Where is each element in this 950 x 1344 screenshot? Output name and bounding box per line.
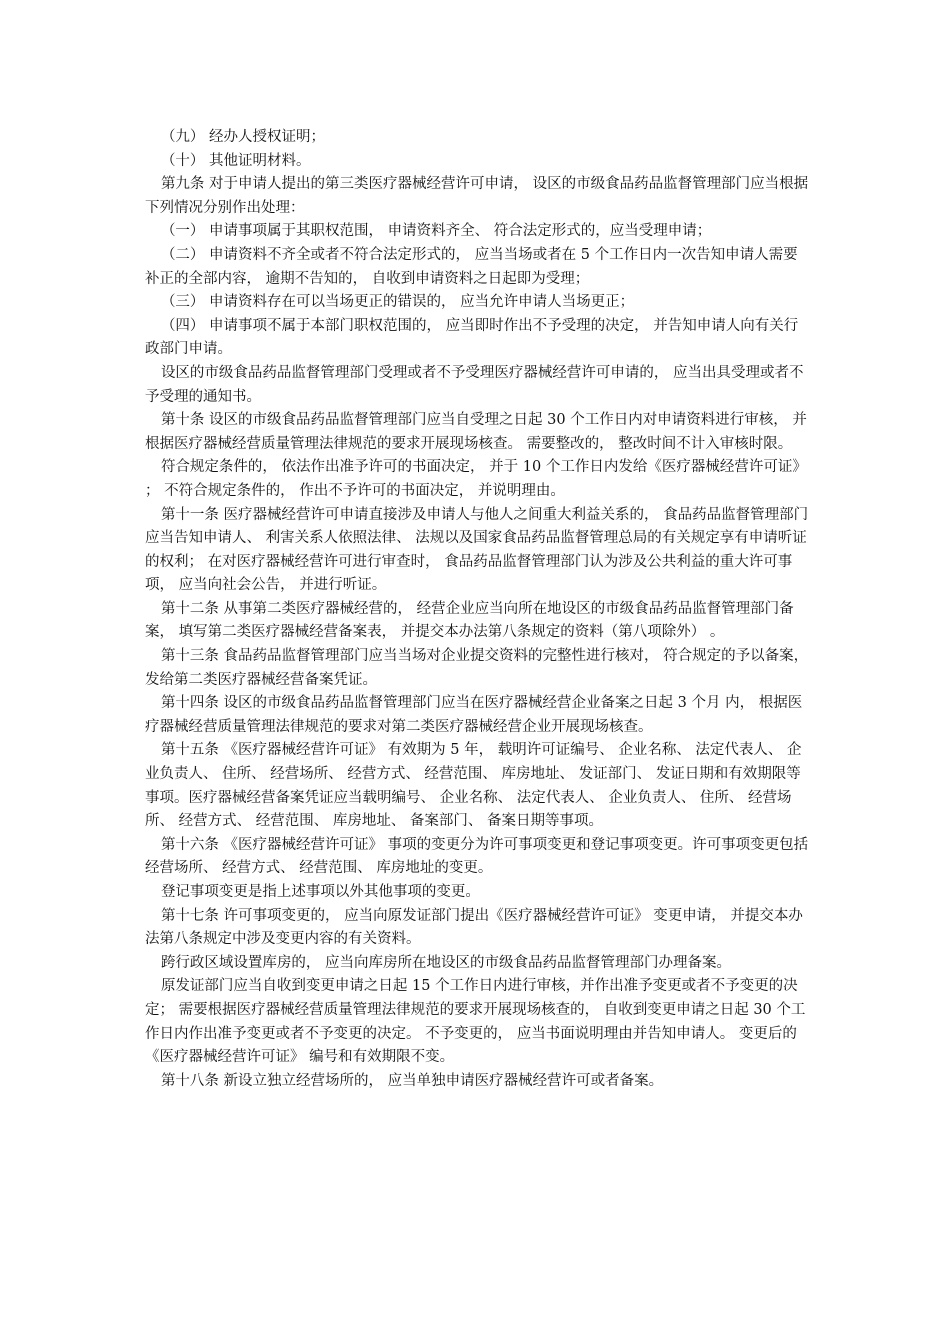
paragraph-article-15: 第十五条 《医疗器械经营许可证》 有效期为 5 年， 载明许可证编号、 企业名称、 法定代表人、 企业负责人、 住所、 经营场所、 经营方式、 经营范围、 库房地址、 发证部门、 发证日期和有效期限等事项。医疗器械经营备案凭证应当载明编号、 企业名称、 法定代表人、 企业负责人、 住所、 经营场所、 经营方式、 经营范围、 库房地址、 备案部门、 备案日期等事项。: [145, 742, 802, 830]
paragraph-article-9: 第九条 对于申请人提出的第三类医疗器械经营许可申请， 设区的市级食品药品监督管理部门应当根据下列情况分别作出处理：: [145, 176, 809, 216]
paragraph-article-9-item-1: （一） 申请事项属于其职权范围， 申请资料齐全、 符合法定形式的，应当受理申请；: [160, 223, 712, 240]
paragraph-item-10: （十） 其他证明材料。: [160, 152, 311, 169]
paragraph-article-16: 第十六条 《医疗器械经营许可证》 事项的变更分为许可事项变更和登记事项变更。许可事项变更包括经营场所、 经营方式、 经营范围、 库房地址的变更。: [145, 836, 809, 877]
paragraph-article-12: 第十二条 从事第二类医疗器械经营的， 经营企业应当向所在地设区的市级食品药品监督管理部门备案， 填写第二类医疗器械经营备案表， 并提交本办法第八条规定的资料（第八项除外） 。: [145, 600, 794, 641]
document-page: [145, 126, 810, 1093]
paragraph-registration-change: 登记事项变更是指上述事项以外其他事项的变更。: [160, 884, 480, 900]
paragraph-article-9-item-2: （二） 申请资料不齐全或者不符合法定形式的， 应当当场或者在 5 个工作日内一次告知申请人需要补正的全部内容， 逾期不告知的， 自收到申请资料之日起即为受理；: [145, 246, 798, 287]
paragraph-article-14: 第十四条 设区的市级食品药品监督管理部门应当在医疗器械经营企业备案之日起 3 个月 内， 根据医疗器械经营质量管理法律规范的要求对第二类医疗器械经营企业开展现场核查。: [145, 695, 803, 735]
paragraph-article-17: 第十七条 许可事项变更的， 应当向原发证部门提出《医疗器械经营许可证》 变更申请， 并提交本办法第八条规定中涉及变更内容的有关资料。: [145, 907, 803, 948]
paragraph-article-9-item-4: （四） 申请事项不属于本部门职权范围的， 应当即时作出不予受理的决定， 并告知申请人向有关行政部门申请。: [145, 317, 799, 358]
paragraph-article-10: 第十条 设区的市级食品药品监督管理部门应当自受理之日起 30 个工作日内对申请资料进行审核， 并根据医疗器械经营质量管理法律规范的要求开展现场核查。 需要整改的， 整改时间不计入审核时限。: [145, 412, 807, 452]
paragraph-change-review: 原发证部门应当自收到变更申请之日起 15 个工作日内进行审核，并作出准予变更或者不予变更的决定； 需要根据医疗器械经营质量管理法律规范的要求开展现场核查的， 自收到变更申请之日起 30 个工作日内作出准予变更或者不予变更的决定。 不予变更的， 应当书面说明理由并告知申请人。 变更后的《医疗器械经营许可证》 编号和有效期限不变。: [145, 978, 806, 1066]
paragraph-article-10-decision: 符合规定条件的， 依法作出准予许可的书面决定， 并于 10 个工作日内发给《医疗器械经营许可证》 ； 不符合规定条件的， 作出不予许可的书面决定， 并说明理由。: [145, 459, 807, 499]
paragraph-article-13: 第十三条 食品药品监督管理部门应当当场对企业提交资料的完整性进行核对， 符合规定的予以备案， 发给第二类医疗器械经营备案凭证。: [145, 648, 809, 688]
paragraph-notice-issuance: 设区的市级食品药品监督管理部门受理或者不予受理医疗器械经营许可申请的， 应当出具受理或者不予受理的通知书。: [145, 364, 804, 405]
paragraph-item-9: （九） 经办人授权证明；: [160, 129, 326, 145]
paragraph-article-18: 第十八条 新设立独立经营场所的， 应当单独申请医疗器械经营许可或者备案。: [160, 1072, 664, 1089]
paragraph-article-11: 第十一条 医疗器械经营许可申请直接涉及申请人与他人之间重大利益关系的， 食品药品监督管理部门应当告知申请人、 利害关系人依照法律、 法规以及国家食品药品监督管理总局的有关规定享有申请听证的权利； 在对医疗器械经营许可进行审查时， 食品药品监督管理部门认为涉及公共利益的重大许可事项， 应当向社会公告， 并进行听证。: [145, 506, 809, 594]
paragraph-article-9-item-3: （三） 申请资料存在可以当场更正的错误的， 应当允许申请人当场更正；: [160, 294, 635, 311]
paragraph-cross-region-warehouse: 跨行政区域设置库房的， 应当向库房所在地设区的市级食品药品监督管理部门办理备案。: [160, 954, 732, 971]
